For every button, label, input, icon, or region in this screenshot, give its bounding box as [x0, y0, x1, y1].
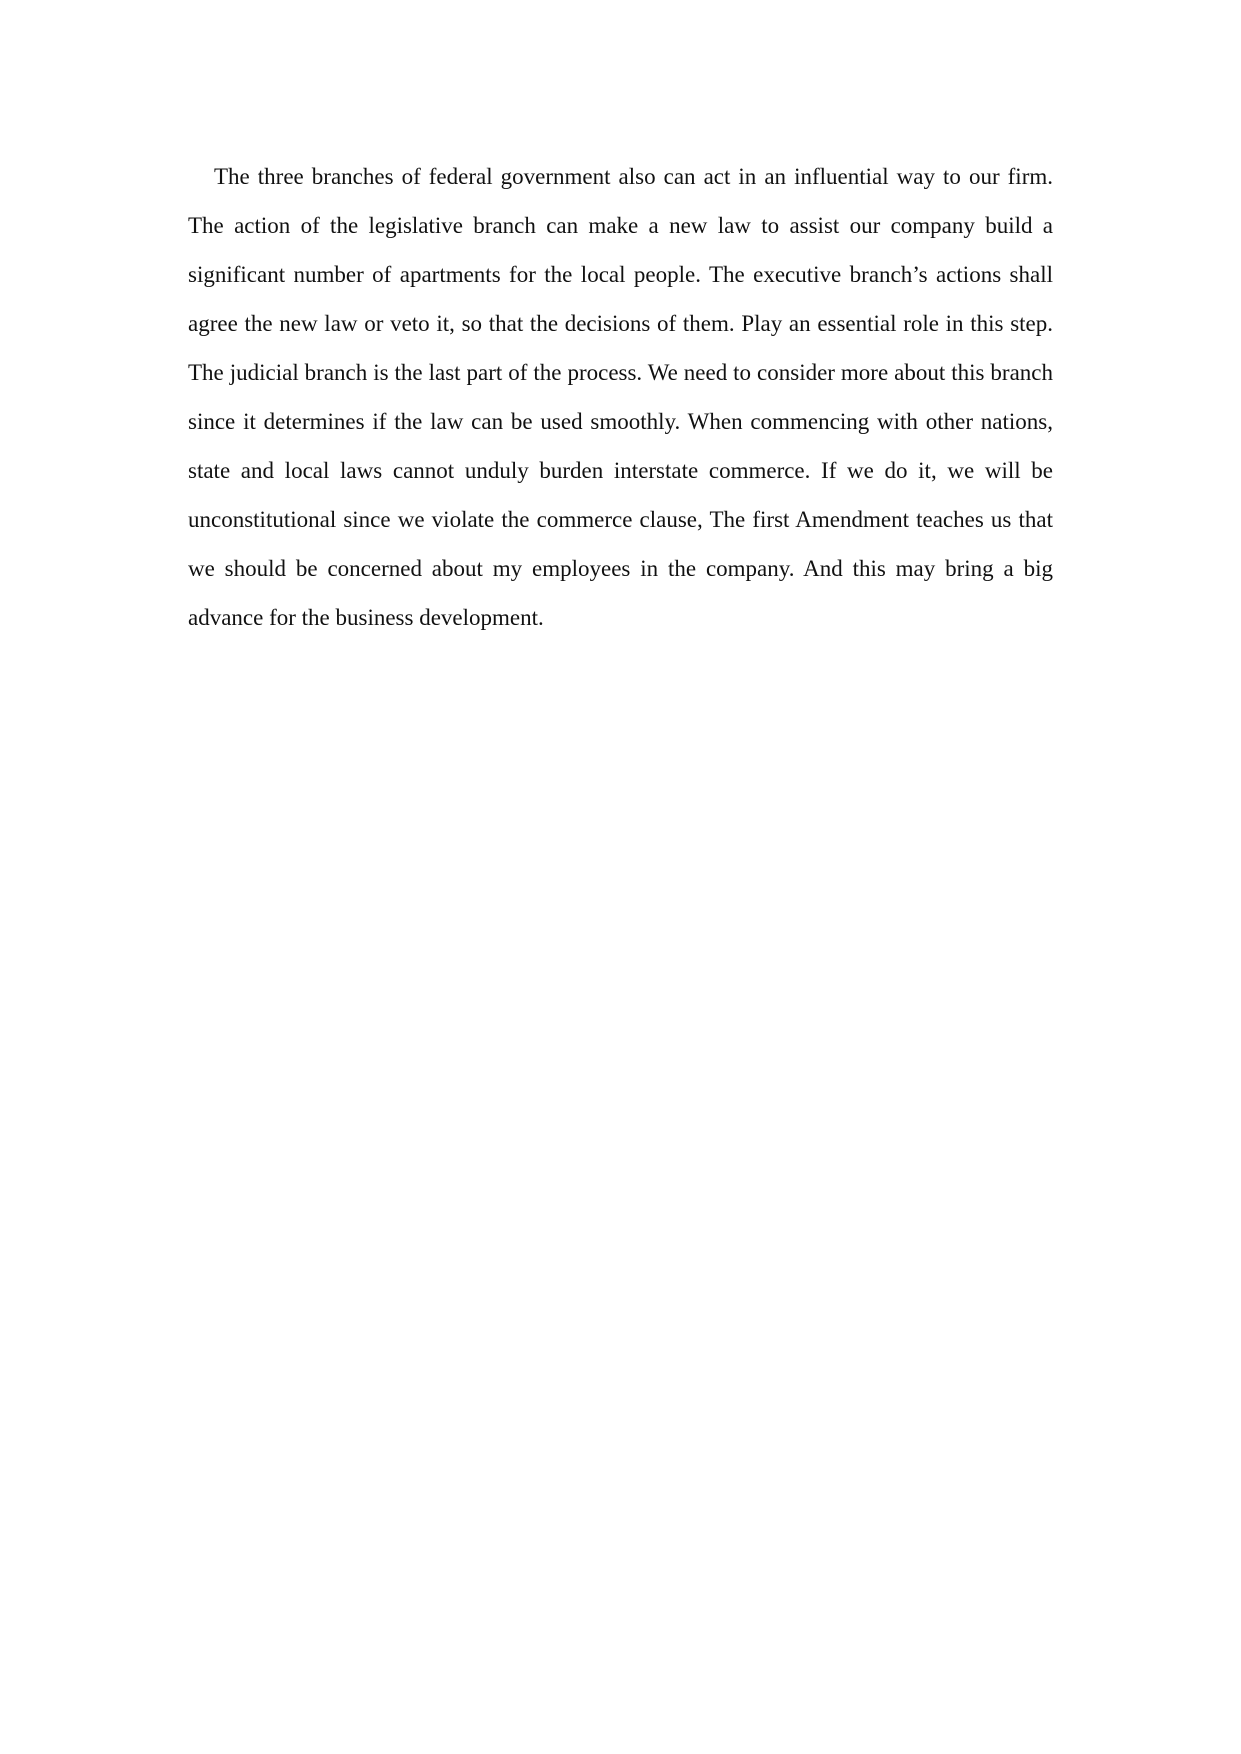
body-text [188, 152, 1053, 642]
paragraph: The three branches of federal government also can act in an influential way to our firm. The action of the legislative branch can make a new law to assist our company build a significant number of apartments for the local people. The executive branch’s actions shall agree the new law or veto it, so that the decisions of them. Play an essential role in this step. The judicial branch is the last part of the process. We need to consider more about this branch since it determines if the law can be used smoothly. When commencing with other nations, state and local laws cannot unduly burden interstate commerce. If we do it, we will be unconstitutional since we violate the commerce clause, The first Amendment teaches us that we should be concerned about my employees in the company. And this may bring a big advance for the business development. [188, 164, 1053, 630]
